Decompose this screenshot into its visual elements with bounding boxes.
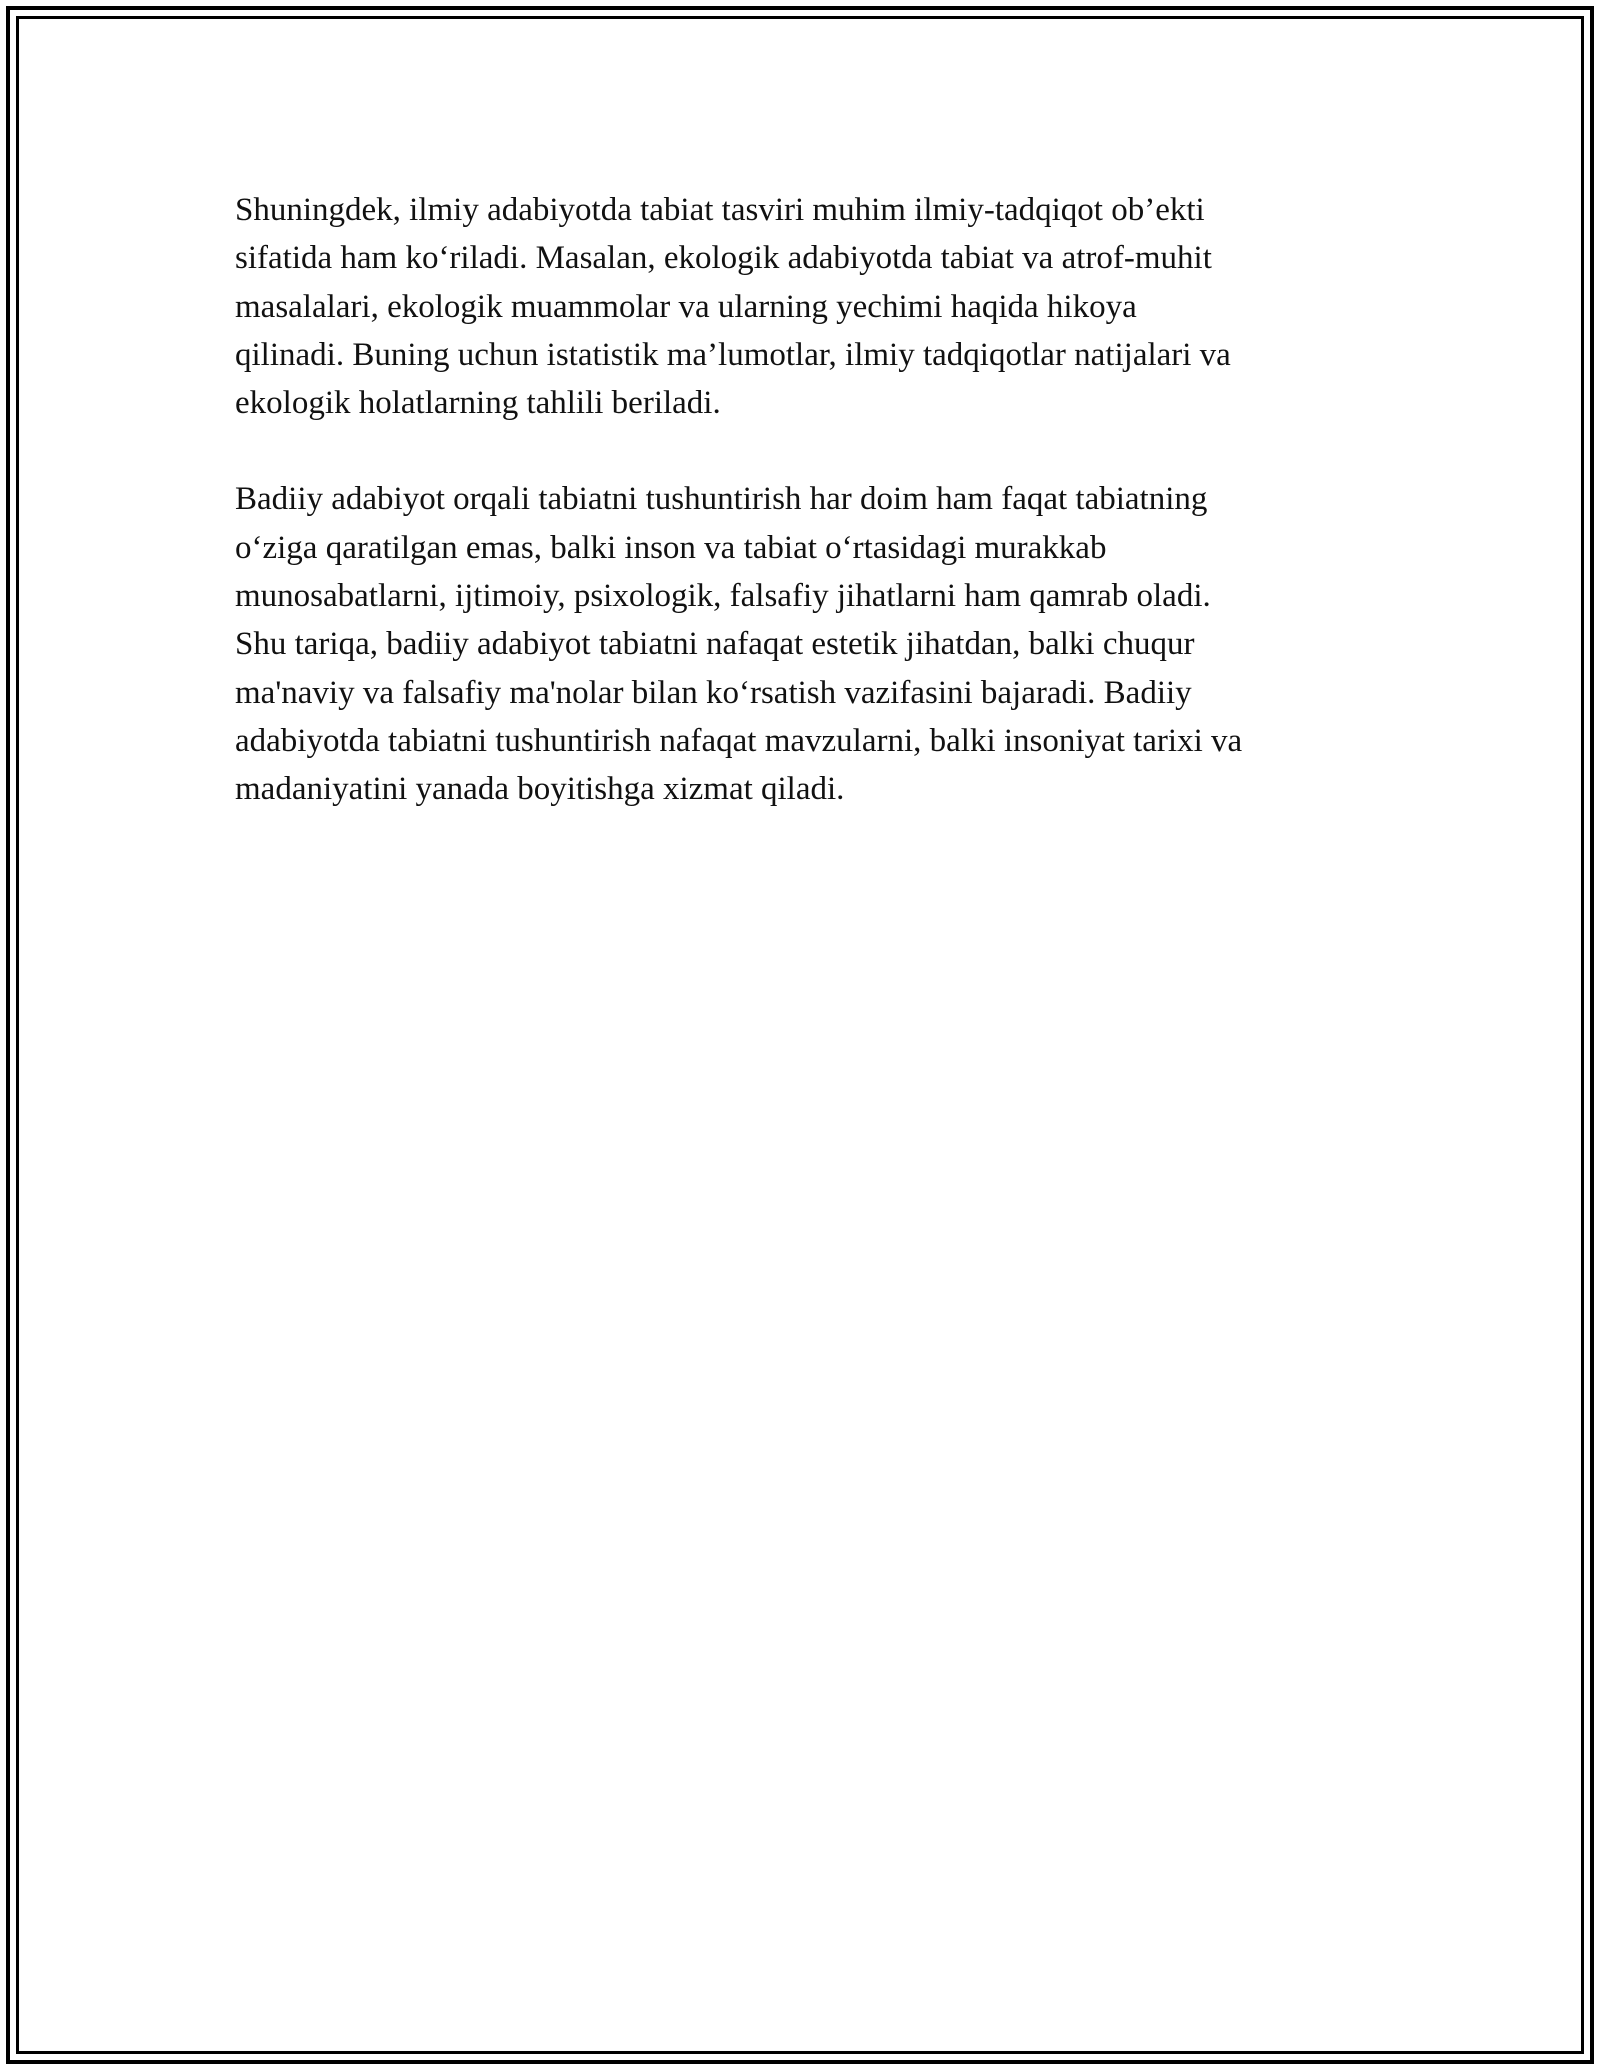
text-line: ma'naviy va falsafiy ma'nolar bilan ko‘rsatish vazifasini bajaradi. Badiiy	[235, 674, 1192, 711]
text-line: ekologik holatlarning tahlili beriladi.	[235, 385, 721, 422]
text-line: sifatida ham ko‘riladi. Masalan, ekologik adabiyotda tabiat va atrof-muhit	[235, 240, 1212, 277]
document-body	[235, 186, 1385, 814]
paragraph-1	[235, 186, 1385, 427]
text-line: madaniyatini yanada boyitishga xizmat qiladi.	[235, 771, 845, 808]
paragraph-2	[235, 475, 1385, 813]
text-line: Badiiy adabiyot orqali tabiatni tushuntirish har doim ham faqat tabiatning	[235, 481, 1208, 518]
text-line: adabiyotda tabiatni tushuntirish nafaqat mavzularni, balki insoniyat tarixi va	[235, 722, 1243, 759]
text-line: Shuningdek, ilmiy adabiyotda tabiat tasviri muhim ilmiy-tadqiqot ob’ekti	[235, 192, 1205, 228]
text-line: qilinadi. Buning uchun istatistik ma’lumotlar, ilmiy tadqiqotlar natijalari va	[235, 336, 1231, 373]
text-line: Shu tariqa, badiiy adabiyot tabiatni nafaqat estetik jihatdan, balki chuqur	[235, 626, 1195, 663]
text-line: munosabatlarni, ijtimoiy, psixologik, falsafiy jihatlarni ham qamrab oladi.	[235, 578, 1211, 615]
text-line: masalalari, ekologik muammolar va ularning yechimi haqida hikoya	[235, 288, 1137, 325]
text-line: o‘ziga qaratilgan emas, balki inson va tabiat o‘rtasidagi murakkab	[235, 529, 1107, 566]
